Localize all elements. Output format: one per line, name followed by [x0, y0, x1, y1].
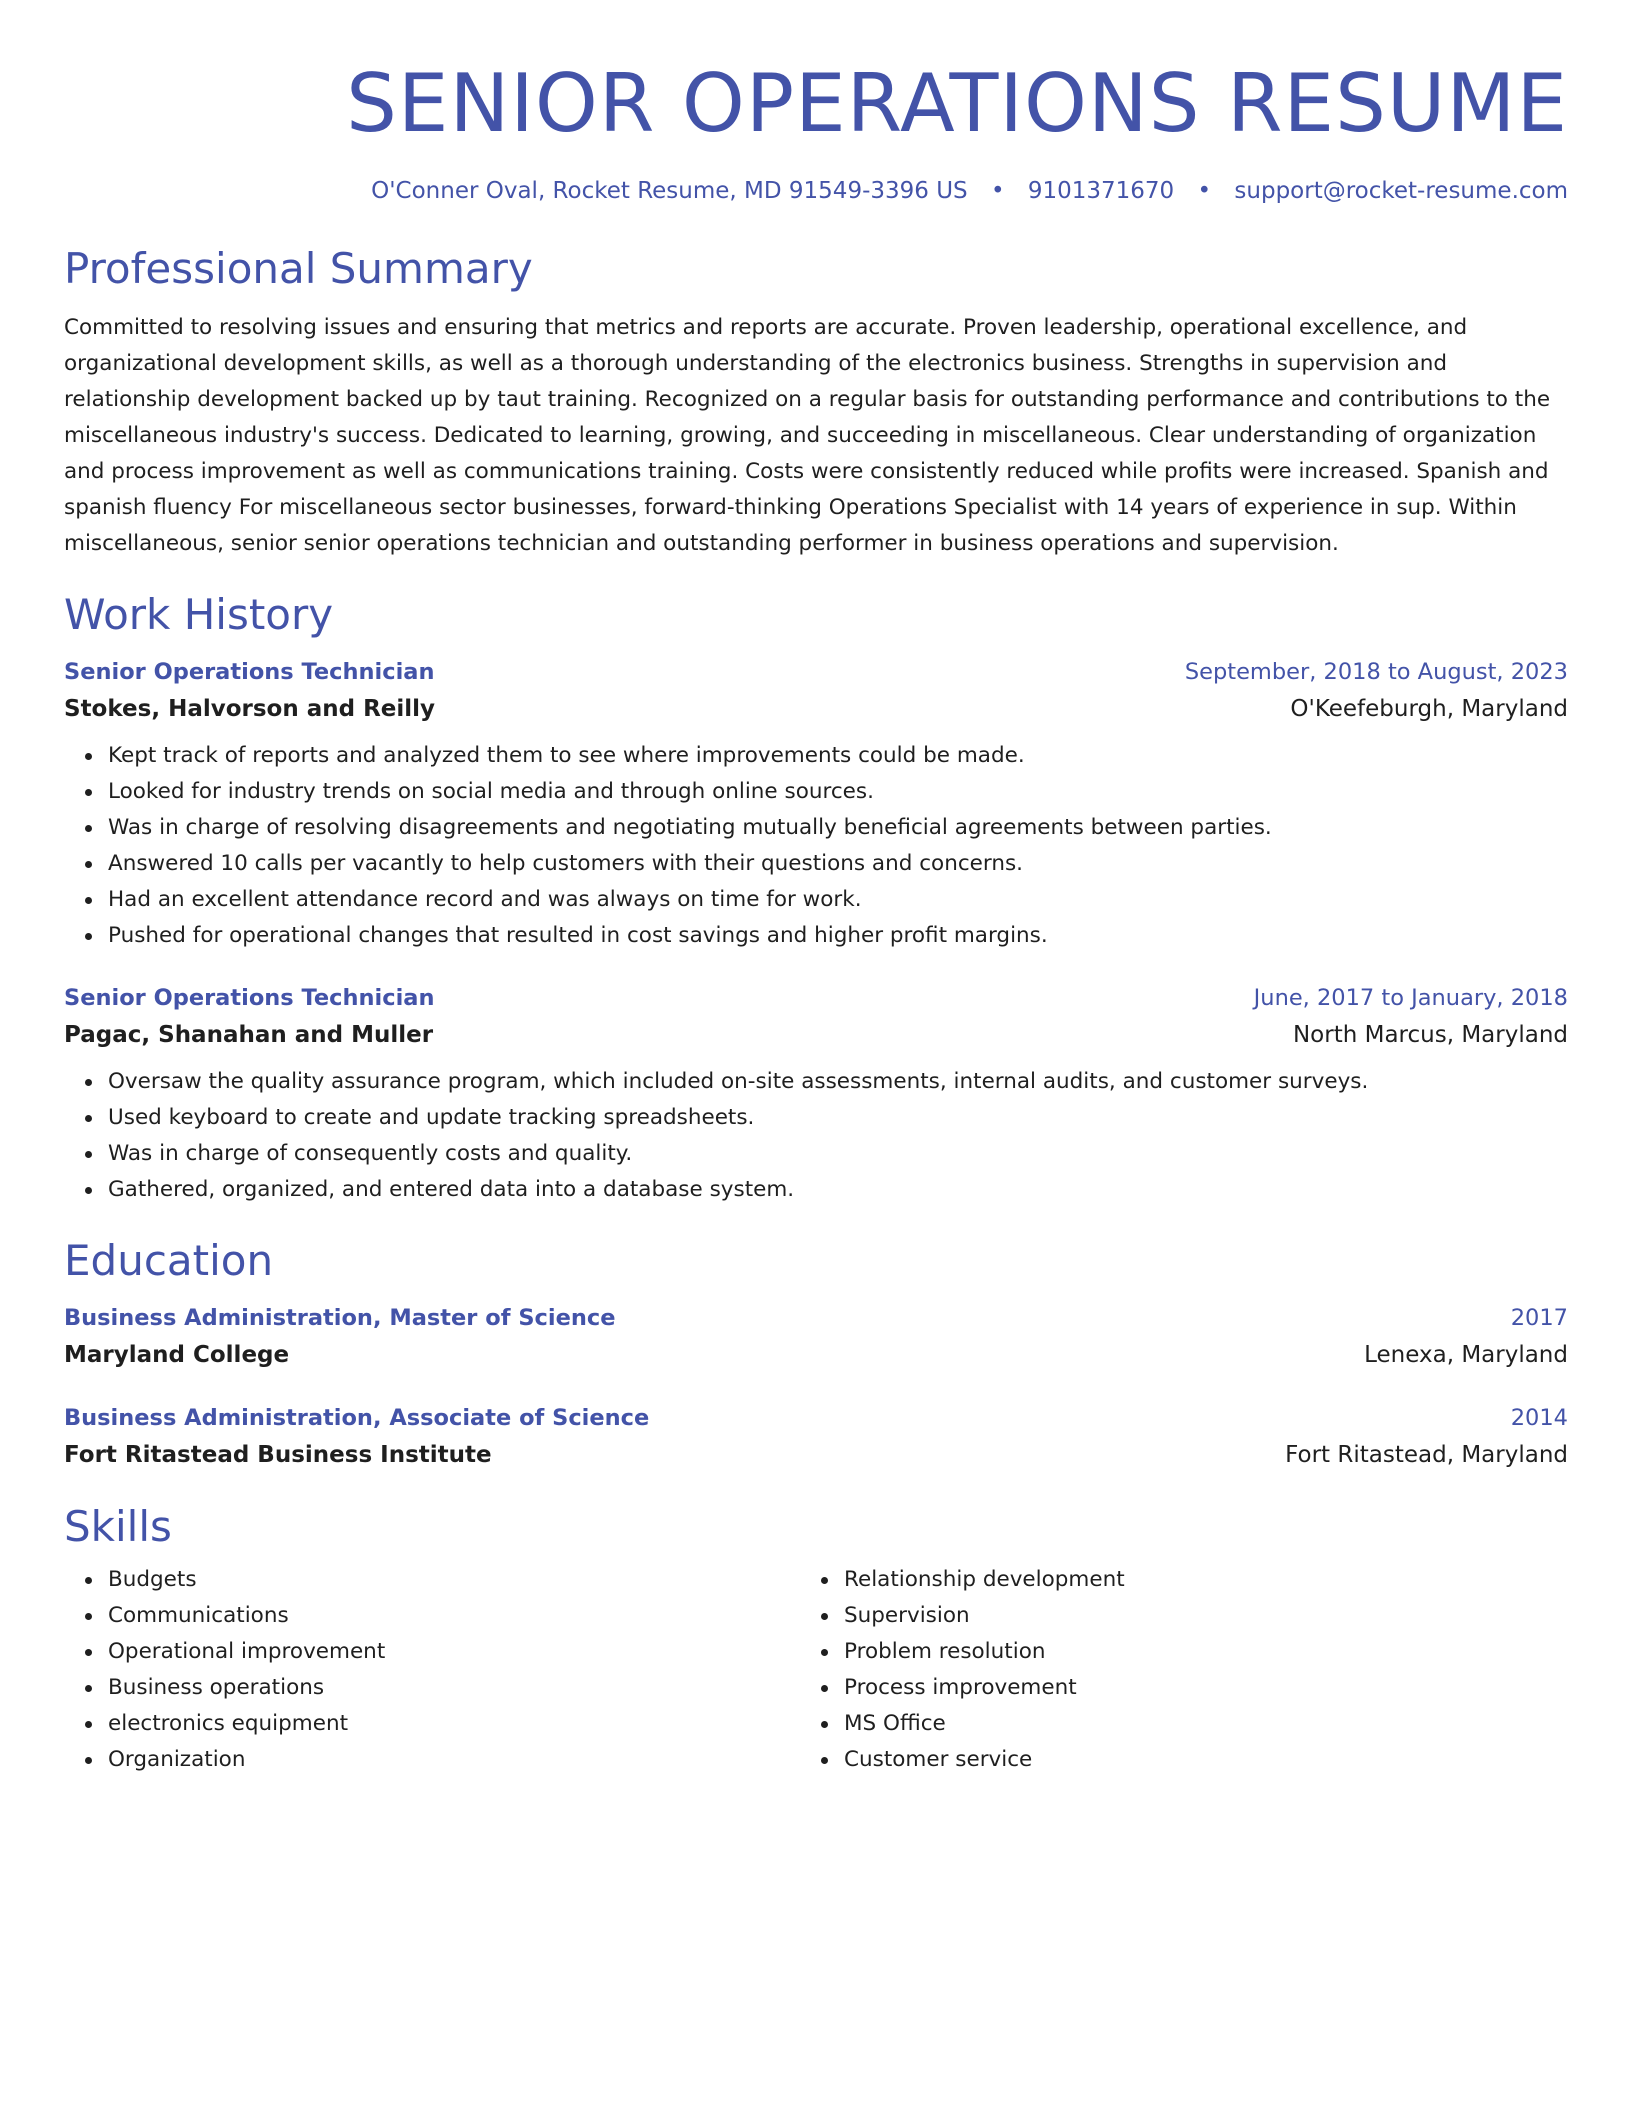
list-item-text: Process improvement	[844, 1675, 1077, 1700]
list-item	[108, 1172, 1568, 1208]
resume-title: SENIOR OPERATIONS RESUME	[346, 57, 1568, 150]
skills-list-right	[800, 1562, 1536, 1778]
education-location: Lenexa, Maryland	[1364, 1342, 1568, 1368]
list-item	[108, 1100, 1568, 1136]
education-degree-row	[64, 1300, 1568, 1336]
job-title-row	[64, 654, 1568, 690]
list-item-text: Looked for industry trends on social media and through online sources.	[108, 779, 874, 804]
resume-header	[64, 0, 1568, 206]
list-item	[108, 1136, 1568, 1172]
list-item-text: Had an excellent attendance record and was always on time for work.	[108, 887, 862, 912]
list-item	[844, 1562, 1536, 1598]
contact-email: support@rocket-resume.com	[1234, 178, 1568, 204]
education-degree: Business Administration, Master of Science	[64, 1305, 616, 1331]
list-item-text: Organization	[108, 1747, 246, 1772]
job-title-row	[64, 980, 1568, 1016]
list-item	[108, 774, 1568, 810]
list-item-text: Used keyboard to create and update tracking spreadsheets.	[108, 1105, 755, 1130]
bullet-icon	[85, 1613, 92, 1620]
list-item	[108, 1634, 800, 1670]
summary-heading: Professional Summary	[64, 244, 533, 293]
list-item-text: Gathered, organized, and entered data into a database system.	[108, 1177, 795, 1202]
job-company: Stokes, Halvorson and Reilly	[64, 696, 436, 722]
list-item-text: Was in charge of resolving disagreements and negotiating mutually beneficial agreements between parties.	[108, 815, 1272, 840]
job-company: Pagac, Shanahan and Muller	[64, 1022, 434, 1048]
bullet-icon	[85, 1757, 92, 1764]
bullet-icon	[85, 1079, 92, 1086]
bullet-icon	[85, 825, 92, 832]
contact-separator: •	[990, 178, 1005, 204]
education-school: Fort Ritastead Business Institute	[64, 1442, 492, 1468]
job-location: O'Keefeburgh, Maryland	[1290, 696, 1568, 722]
list-item	[108, 738, 1568, 774]
bullet-icon	[85, 897, 92, 904]
summary-text: Committed to resolving issues and ensuring that metrics and reports are accurate. Proven leadership, operational excellence, and organizational development skills, as well as a thorough understanding of the electronics business. Strengths in supervision and relationship development backed up by taut training. Recognized on a regular basis for outstanding performance and contributions to the miscellaneous industry's success. Dedicated to learning, growing, and succeeding in miscellaneous. Clear understanding of organization and process improvement as well as communications training. Costs were consistently reduced while profits were increased. Spanish and spanish fluency For miscellaneous sector businesses, forward-thinking Operations Specialist with 14 years of experience in sup. Within miscellaneous, senior senior operations technician and outstanding performer in business operations and supervision.	[64, 315, 1551, 556]
contact-phone: 9101371670	[1027, 178, 1175, 204]
list-item	[844, 1742, 1536, 1778]
list-item-text: Problem resolution	[844, 1639, 1046, 1664]
job-entry	[64, 654, 1568, 954]
bullet-icon	[821, 1649, 828, 1656]
education-list	[64, 1300, 1568, 1474]
bullet-icon	[85, 933, 92, 940]
list-item	[108, 1598, 800, 1634]
skills-list-left	[64, 1562, 800, 1778]
list-item-text: electronics equipment	[108, 1711, 349, 1736]
bullet-icon	[85, 1577, 92, 1584]
job-company-row	[64, 1016, 1568, 1054]
list-item-text: Was in charge of consequently costs and quality.	[108, 1141, 633, 1166]
contact-address: O'Conner Oval, Rocket Resume, MD 91549-3396 US	[371, 178, 968, 204]
list-item-text: MS Office	[844, 1711, 946, 1736]
list-item-text: Relationship development	[844, 1567, 1125, 1592]
list-item-text: Answered 10 calls per vacantly to help customers with their questions and concerns.	[108, 851, 1023, 876]
list-item-text: Customer service	[844, 1747, 1033, 1772]
list-item	[108, 882, 1568, 918]
job-bullets	[64, 738, 1568, 954]
bullet-icon	[85, 753, 92, 760]
list-item	[108, 1742, 800, 1778]
list-item-text: Business operations	[108, 1675, 325, 1700]
bullet-icon	[85, 1187, 92, 1194]
list-item	[108, 1562, 800, 1598]
list-item	[844, 1706, 1536, 1742]
bullet-icon	[85, 1721, 92, 1728]
list-item-text: Kept track of reports and analyzed them to see where improvements could be made.	[108, 743, 1025, 768]
job-entry	[64, 980, 1568, 1208]
bullet-icon	[85, 1151, 92, 1158]
bullet-icon	[821, 1613, 828, 1620]
work-history-list	[64, 654, 1568, 1208]
bullet-icon	[821, 1721, 828, 1728]
job-dates: September, 2018 to August, 2023	[1184, 659, 1568, 685]
bullet-icon	[85, 861, 92, 868]
skills-heading: Skills	[64, 1502, 172, 1551]
list-item-text: Oversaw the quality assurance program, which included on-site assessments, internal audits, and customer surveys.	[108, 1069, 1369, 1094]
list-item	[108, 918, 1568, 954]
education-heading: Education	[64, 1236, 274, 1285]
list-item	[844, 1634, 1536, 1670]
list-item	[108, 1706, 800, 1742]
job-bullets	[64, 1064, 1568, 1208]
list-item	[108, 810, 1568, 846]
list-item-text: Communications	[108, 1603, 289, 1628]
education-school: Maryland College	[64, 1342, 290, 1368]
bullet-icon	[85, 1115, 92, 1122]
contact-separator: •	[1197, 178, 1212, 204]
bullet-icon	[85, 1649, 92, 1656]
job-company-row	[64, 690, 1568, 728]
bullet-icon	[85, 1685, 92, 1692]
education-degree-row	[64, 1400, 1568, 1436]
education-year: 2017	[1510, 1305, 1568, 1331]
skills-columns	[64, 1562, 1568, 1778]
work-history-heading: Work History	[64, 590, 334, 639]
education-degree: Business Administration, Associate of Science	[64, 1405, 650, 1431]
bullet-icon	[821, 1757, 828, 1764]
bullet-icon	[85, 789, 92, 796]
list-item	[108, 846, 1568, 882]
list-item	[844, 1598, 1536, 1634]
education-school-row	[64, 1436, 1568, 1474]
list-item-text: Budgets	[108, 1567, 197, 1592]
list-item	[844, 1670, 1536, 1706]
bullet-icon	[821, 1577, 828, 1584]
education-location: Fort Ritastead, Maryland	[1285, 1442, 1568, 1468]
job-dates: June, 2017 to January, 2018	[1253, 985, 1568, 1011]
list-item	[108, 1670, 800, 1706]
job-location: North Marcus, Maryland	[1292, 1022, 1568, 1048]
education-entry	[64, 1400, 1568, 1474]
list-item	[108, 1064, 1568, 1100]
contact-line	[64, 176, 1568, 206]
education-school-row	[64, 1336, 1568, 1374]
bullet-icon	[821, 1685, 828, 1692]
education-entry	[64, 1300, 1568, 1374]
job-role: Senior Operations Technician	[64, 659, 435, 685]
list-item-text: Supervision	[844, 1603, 970, 1628]
education-year: 2014	[1510, 1405, 1568, 1431]
job-role: Senior Operations Technician	[64, 985, 435, 1011]
list-item-text: Operational improvement	[108, 1639, 386, 1664]
list-item-text: Pushed for operational changes that resulted in cost savings and higher profit margins.	[108, 923, 1048, 948]
